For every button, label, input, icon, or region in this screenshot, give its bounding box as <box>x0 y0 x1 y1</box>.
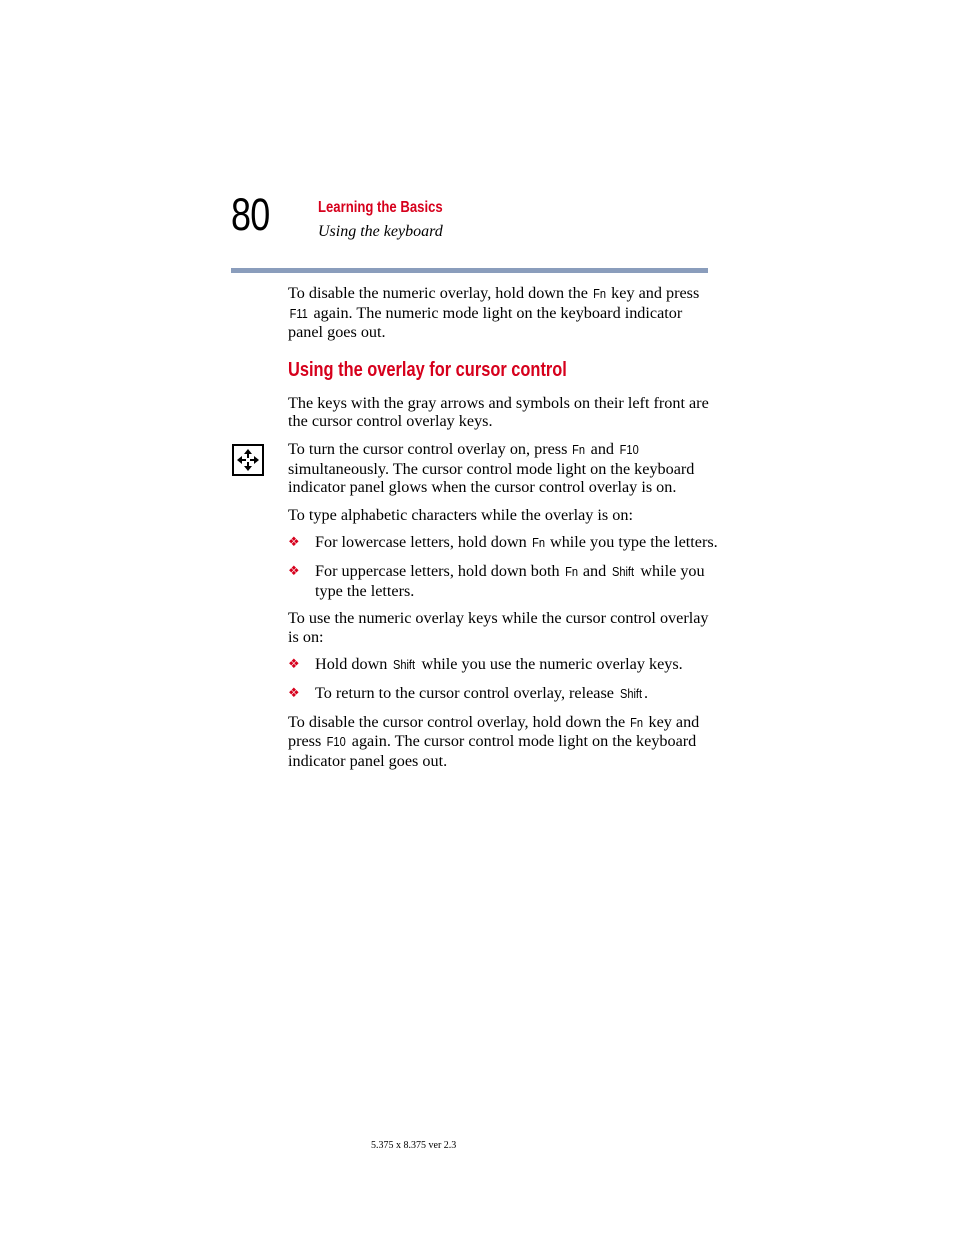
running-section-title: Learning the Basics <box>318 199 443 216</box>
alphabetic-bullet-list <box>288 533 718 600</box>
key-shift: Shift <box>393 657 416 673</box>
bullet-icon: ❖ <box>288 685 300 701</box>
key-fn: Fn <box>572 441 586 457</box>
alphabetic-intro-paragraph: To type alphabetic characters while the overlay is on: <box>288 505 633 524</box>
page-number: 80 <box>231 189 270 240</box>
key-f10: F10 <box>327 734 347 750</box>
running-subsection-title: Using the keyboard <box>318 223 443 240</box>
overlay-keys-paragraph: The keys with the gray arrows and symbols on their left front are the cursor control overlay keys. <box>288 393 709 431</box>
note-paragraph: To turn the cursor control overlay on, press Fn and F10 simultaneously. The cursor control mode light on the keyboard indicator panel glows when the cursor control overlay is on. <box>288 439 695 497</box>
key-f10: F10 <box>619 441 639 457</box>
bullet-icon: ❖ <box>288 657 300 673</box>
key-fn: Fn <box>593 286 606 301</box>
key-fn: Fn <box>531 535 545 551</box>
bullet-icon: ❖ <box>288 535 300 551</box>
key-fn: Fn <box>630 714 644 730</box>
numeric-bullet-list <box>288 655 718 703</box>
list-item: ❖ Hold down Shift while you use the numeric overlay keys. <box>288 655 683 674</box>
list-item: ❖ To return to the cursor control overlay, release Shift . <box>288 683 649 702</box>
list-item: ❖ For lowercase letters, hold down Fn while you type the letters. <box>288 533 718 552</box>
key-shift: Shift <box>612 563 635 579</box>
body-content <box>288 284 718 779</box>
header-rule <box>231 268 708 273</box>
numeric-intro-paragraph: To use the numeric overlay keys while the cursor control overlay is on: <box>288 609 709 646</box>
intro-paragraph: To disable the numeric overlay, hold down the Fn key and press F11 again. The numeric mode light on the keyboard indicator panel goes out. <box>288 284 700 342</box>
cursor-control-arrows-icon <box>232 444 264 476</box>
section-heading: Using the overlay for cursor control <box>288 358 567 381</box>
key-fn: Fn <box>564 563 578 579</box>
disable-paragraph: To disable the cursor control overlay, hold down the Fn key and press F10 again. The cursor control mode light on the keyboard indicator panel goes out. <box>288 712 700 770</box>
bullet-icon: ❖ <box>288 563 300 579</box>
list-item: ❖ For uppercase letters, hold down both Fn and Shift while you type the letters. <box>288 561 705 600</box>
key-f11: F11 <box>289 305 308 321</box>
page-footer: 5.375 x 8.375 ver 2.3 <box>371 1140 457 1151</box>
key-shift: Shift <box>619 685 643 701</box>
